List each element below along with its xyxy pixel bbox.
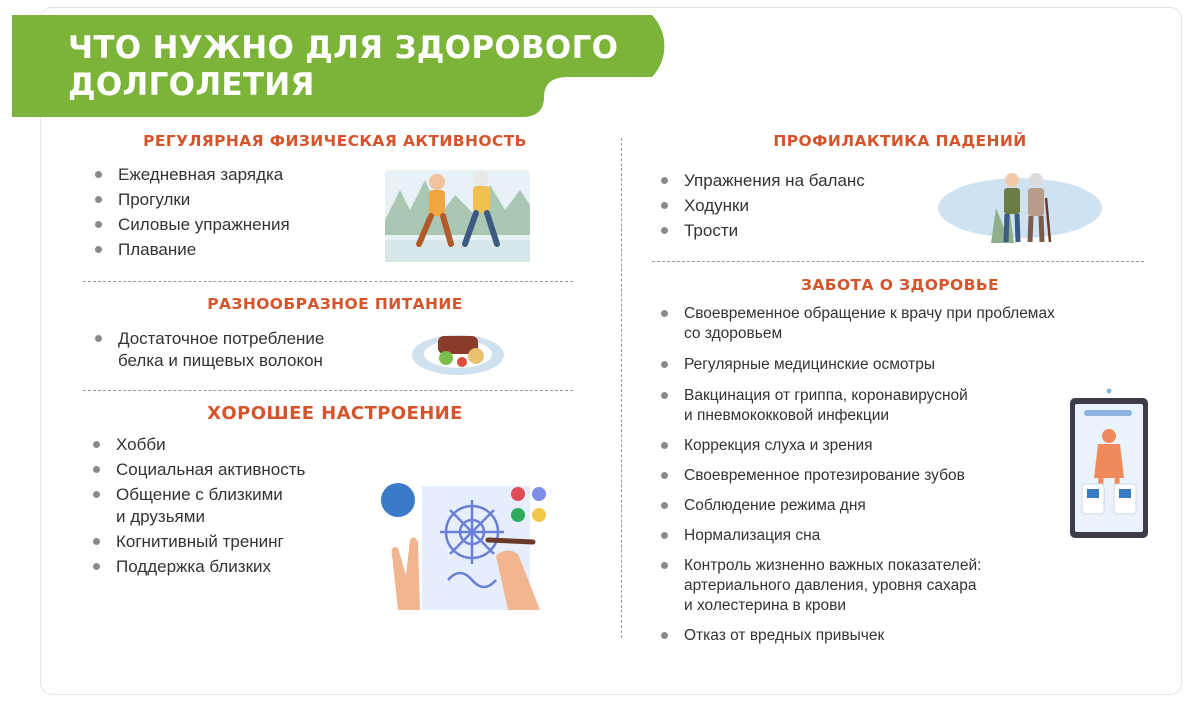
list-item: Общение с близкими и друзьями (90, 484, 305, 528)
list-item: Коррекция слуха и зрения (658, 436, 1055, 456)
list-item: Соблюдение режима дня (658, 496, 1055, 516)
divider (83, 281, 573, 282)
health-list (658, 304, 1055, 649)
list-item: Упражнения на баланс (658, 170, 865, 192)
list-item: Нормализация сна (658, 526, 1055, 546)
title-banner (12, 15, 697, 117)
section-title-health: ЗАБОТА О ЗДОРОВЬЕ (800, 276, 1000, 294)
mood-list (90, 434, 305, 581)
list-item: Трости (658, 220, 865, 242)
list-item: Своевременное протезирование зубов (658, 466, 1055, 486)
section-title-nutrition: РАЗНООБРАЗНОЕ ПИТАНИЕ (207, 295, 463, 313)
food-plate-icon (410, 322, 505, 383)
elderly-couple-icon (936, 168, 1104, 251)
section-title-falls: ПРОФИЛАКТИКА ПАДЕНИЙ (773, 132, 1027, 150)
list-item: Вакцинация от гриппа, коронавирусной и пневмококковой инфекции (658, 386, 1055, 426)
list-item: Контроль жизненно важных показателей: артериального давления, уровня сахара и холестерина в крови (658, 556, 1055, 616)
falls-list (658, 170, 865, 245)
list-item: Социальная активность (90, 459, 305, 481)
running-couple-icon (385, 160, 530, 267)
list-item: Плавание (92, 239, 290, 261)
list-item: Хобби (90, 434, 305, 456)
list-item: Отказ от вредных привычек (658, 626, 1055, 646)
section-title-activity: РЕГУЛЯРНАЯ ФИЗИЧЕСКАЯ АКТИВНОСТЬ (143, 132, 527, 150)
list-item: Прогулки (92, 189, 290, 211)
list-item: Достаточное потребление белка и пищевых волокон (92, 328, 324, 372)
nutrition-list (92, 328, 324, 375)
medical-tablet-icon (1068, 388, 1152, 545)
divider (83, 390, 573, 391)
page-title: ЧТО НУЖНО ДЛЯ ЗДОРОВОГО ДОЛГОЛЕТИЯ (68, 30, 619, 103)
list-item: Своевременное обращение к врачу при проблемах со здоровьем (658, 304, 1055, 344)
divider (652, 261, 1144, 262)
activity-list (92, 164, 290, 264)
list-item: Ежедневная зарядка (92, 164, 290, 186)
list-item: Ходунки (658, 195, 865, 217)
list-item: Когнитивный тренинг (90, 531, 305, 553)
column-divider (621, 138, 622, 638)
list-item: Регулярные медицинские осмотры (658, 355, 1055, 375)
list-item: Поддержка близких (90, 556, 305, 578)
list-item: Силовые упражнения (92, 214, 290, 236)
painting-hobby-icon (378, 480, 553, 617)
section-title-mood: ХОРОШЕЕ НАСТРОЕНИЕ (207, 403, 463, 424)
